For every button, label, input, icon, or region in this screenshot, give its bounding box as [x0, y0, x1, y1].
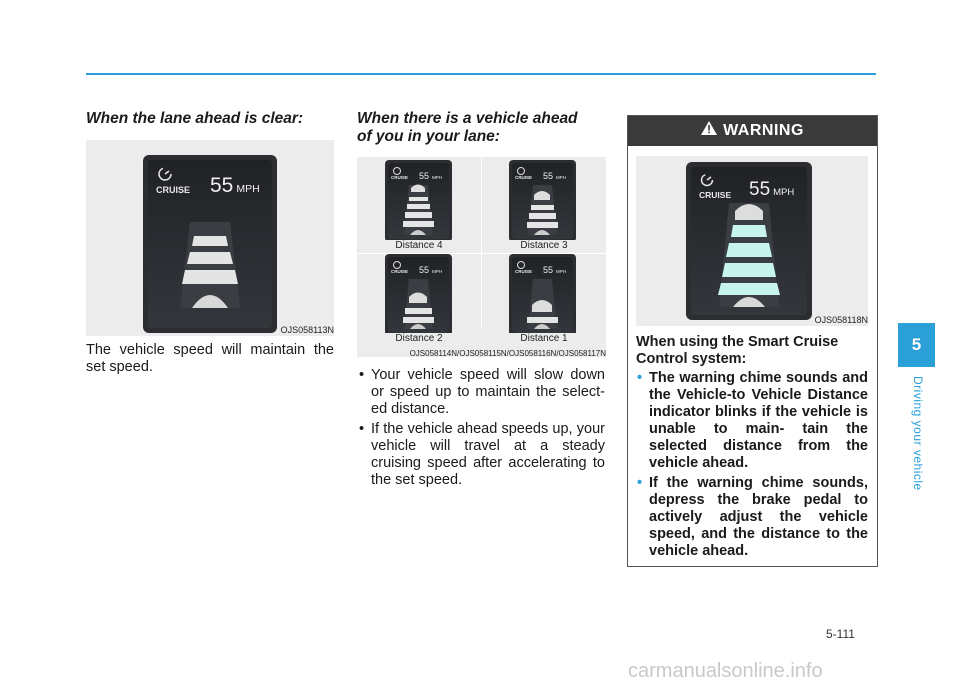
- lane-bar: [192, 236, 228, 246]
- list-item: • The warning chime sounds and the Vehicle-to Vehicle Distance indicator blinks if the vehicle is unable to main- tain the selected distance from the vehicle ahead.: [637, 370, 868, 471]
- lane-bar: [187, 252, 233, 264]
- warning-title: WARNING: [723, 122, 804, 140]
- warning-header: [628, 116, 877, 146]
- lane-bar-active: [722, 263, 776, 277]
- figure-clear-lane: [86, 140, 334, 336]
- set-speed: 55 MPH: [210, 174, 260, 197]
- distance-label: Distance 1: [502, 333, 586, 344]
- list-item: • If the warning chime sounds, depress the brake pedal to actively adjust the vehicle speed, and the distance to the vehicle ahead.: [637, 475, 868, 559]
- distance-label: Distance 4: [377, 240, 461, 251]
- top-rule: [86, 73, 876, 75]
- distance-label: Distance 3: [502, 240, 586, 251]
- warning-box: [627, 115, 878, 567]
- cruise-gauge-icon: [702, 175, 713, 186]
- chapter-tab: 5: [898, 323, 935, 367]
- warning-bullet-list: [636, 370, 868, 563]
- cluster-display: [143, 155, 277, 333]
- body-text: The vehicle speed will maintain the set speed.: [86, 342, 334, 375]
- page-number: 5-111: [826, 627, 855, 641]
- lane-bar-active: [731, 225, 767, 237]
- lane-bar: [182, 270, 238, 284]
- cruise-gauge-icon: [518, 168, 525, 175]
- figure-warning-display: [636, 156, 868, 326]
- cruise-gauge-icon: [159, 168, 171, 180]
- bullet-list: [357, 367, 605, 492]
- lane-bar-active: [718, 283, 780, 295]
- warning-triangle-icon: [701, 116, 717, 146]
- figure-code: OJS058118N: [814, 315, 868, 325]
- section-heading-vehicle-ahead: When there is a vehicle ahead of you in your lane:: [357, 110, 578, 145]
- watermark: carmanualsonline.info: [628, 660, 823, 682]
- list-item: • Your vehicle speed will slow down or speed up to maintain the select- ed distance.: [359, 367, 605, 417]
- chapter-title: Driving your vehicle: [911, 376, 925, 491]
- cluster-display-distance-4: CRUISE 55 MPH: [385, 160, 452, 242]
- cruise-label: CRUISE: [156, 185, 191, 195]
- list-item: • If the vehicle ahead speeds up, your vehicle will travel at a steady cruising speed after accelerating to the set speed.: [359, 421, 605, 488]
- cluster-display: CRUISE 55 MPH: [686, 162, 812, 320]
- cruise-gauge-icon: [394, 168, 401, 175]
- figure-distances: [357, 157, 606, 357]
- warning-intro: When using the Smart Cruise Control system:: [636, 334, 839, 367]
- cluster-display-distance-2: CRUISE 55 MPH: [385, 254, 452, 336]
- lane-bar-active: [726, 243, 772, 257]
- distance-label: Distance 2: [377, 333, 461, 344]
- figure-code: OJS058113N: [280, 325, 334, 335]
- figure-code: OJS058114N/OJS058115N/OJS058116N/OJS058117N: [409, 349, 606, 358]
- cluster-display-distance-1: CRUISE 55 MPH: [509, 254, 576, 336]
- section-heading-clear: When the lane ahead is clear:: [86, 110, 304, 127]
- cluster-display-distance-3: CRUISE 55 MPH: [509, 160, 576, 242]
- cruise-gauge-icon: [394, 262, 401, 269]
- cruise-gauge-icon: [518, 262, 525, 269]
